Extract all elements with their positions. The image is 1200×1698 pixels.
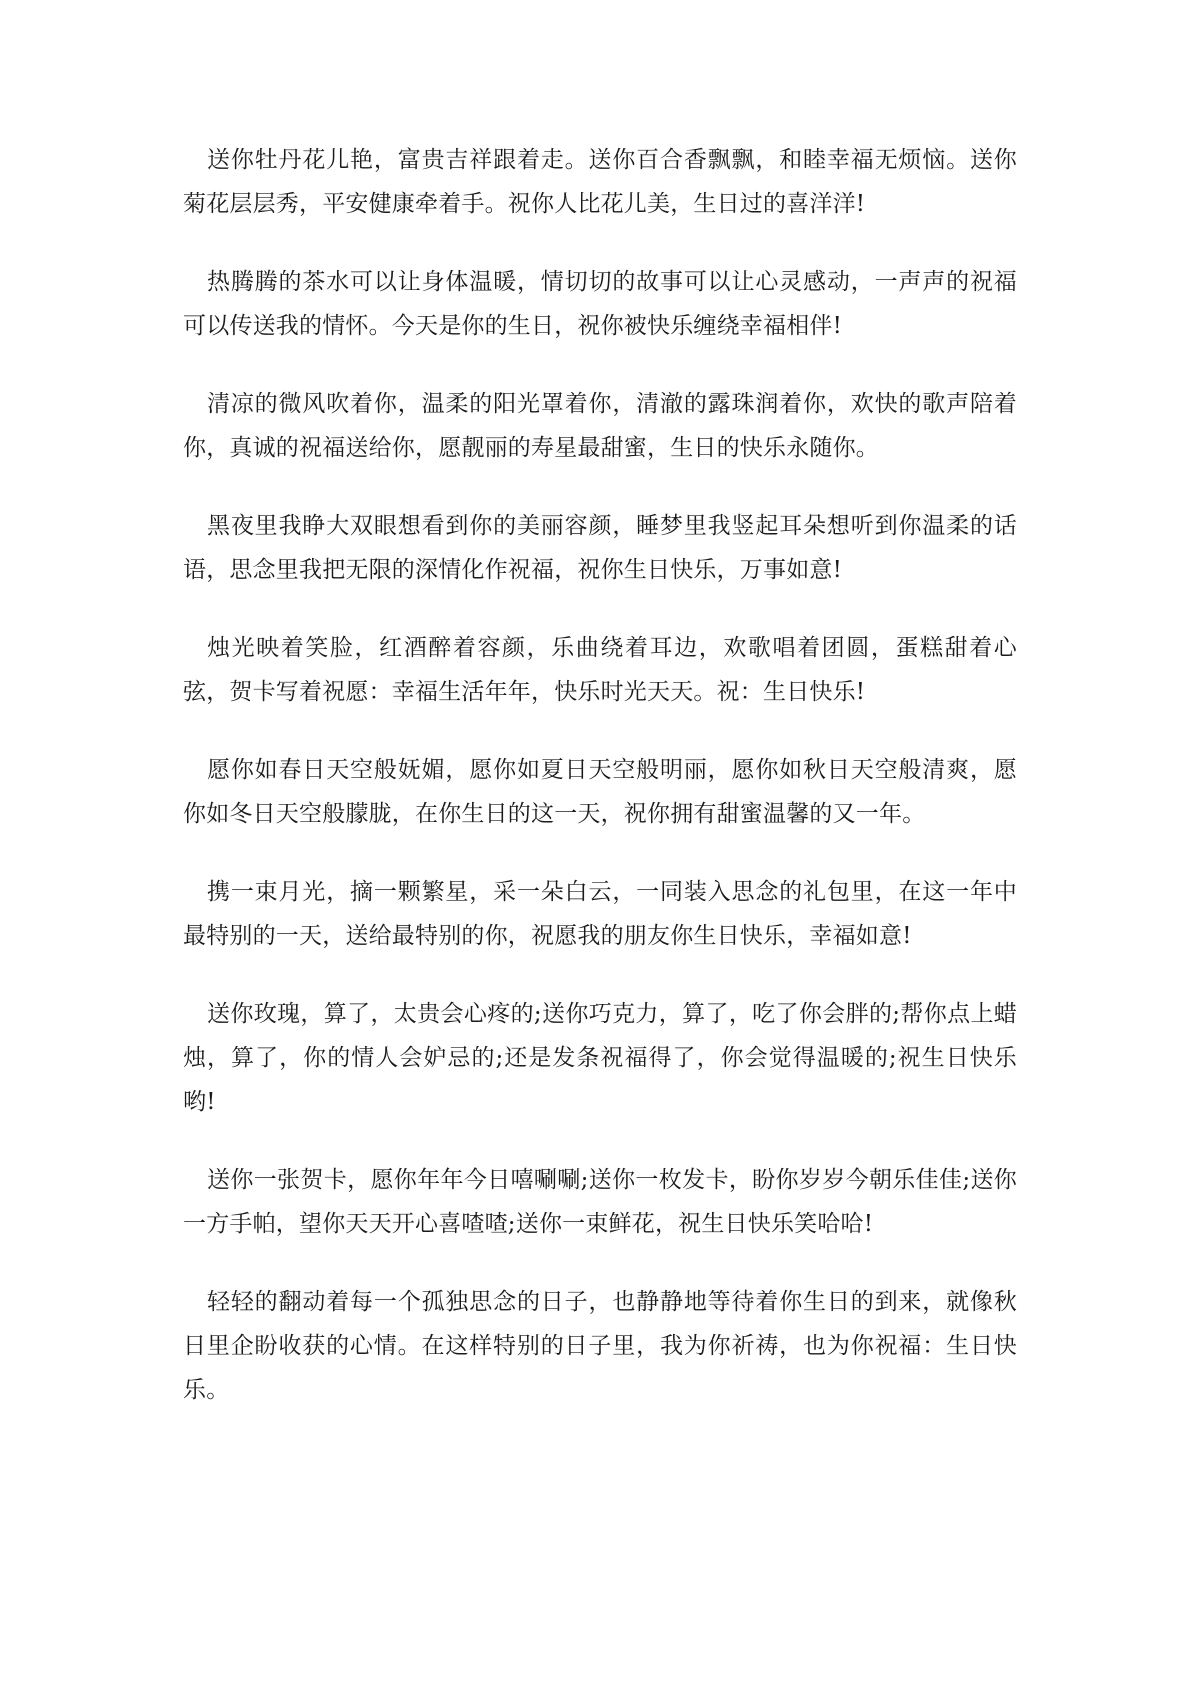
paragraph-3: 清凉的微风吹着你，温柔的阳光罩着你，清澈的露珠润着你，欢快的歌声陪着你，真诚的祝福送给你，愿靓丽的寿星最甜蜜，生日的快乐永随你。 — [183, 391, 1017, 461]
paragraph-8: 送你玫瑰，算了，太贵会心疼的;送你巧克力，算了，吃了你会胖的;帮你点上蜡烛，算了，你的情人会妒忌的;还是发条祝福得了，你会觉得温暖的;祝生日快乐哟! — [183, 1001, 1017, 1115]
paragraph-1: 送你牡丹花儿艳，富贵吉祥跟着走。送你百合香飘飘，和睦幸福无烦恼。送你菊花层层秀，平安健康牵着手。祝你人比花儿美，生日过的喜洋洋! — [183, 147, 1017, 217]
paragraph-9: 送你一张贺卡，愿你年年今日嘻唰唰;送你一枚发卡，盼你岁岁今朝乐佳佳;送你一方手帕，望你天天开心喜喳喳;送你一束鲜花，祝生日快乐笑哈哈! — [183, 1167, 1017, 1237]
paragraph-4: 黑夜里我睁大双眼想看到你的美丽容颜，睡梦里我竖起耳朵想听到你温柔的话语，思念里我把无限的深情化作祝福，祝你生日快乐，万事如意! — [183, 513, 1017, 583]
paragraph-5: 烛光映着笑脸，红酒醉着容颜，乐曲绕着耳边，欢歌唱着团圆，蛋糕甜着心弦，贺卡写着祝愿：幸福生活年年，快乐时光天天。祝：生日快乐! — [183, 635, 1017, 705]
paragraph-10: 轻轻的翻动着每一个孤独思念的日子，也静静地等待着你生日的到来，就像秋日里企盼收获的心情。在这样特别的日子里，我为你祈祷，也为你祝福：生日快乐。 — [183, 1289, 1017, 1403]
paragraph-7: 携一束月光，摘一颗繁星，采一朵白云，一同装入思念的礼包里，在这一年中最特别的一天，送给最特别的你，祝愿我的朋友你生日快乐，幸福如意! — [183, 879, 1017, 949]
document-body — [183, 138, 1017, 1446]
paragraph-6: 愿你如春日天空般妩媚，愿你如夏日天空般明丽，愿你如秋日天空般清爽，愿你如冬日天空般朦胧，在你生日的这一天，祝你拥有甜蜜温馨的又一年。 — [183, 757, 1017, 827]
paragraph-2: 热腾腾的茶水可以让身体温暖，情切切的故事可以让心灵感动，一声声的祝福可以传送我的情怀。今天是你的生日，祝你被快乐缠绕幸福相伴! — [183, 269, 1017, 339]
